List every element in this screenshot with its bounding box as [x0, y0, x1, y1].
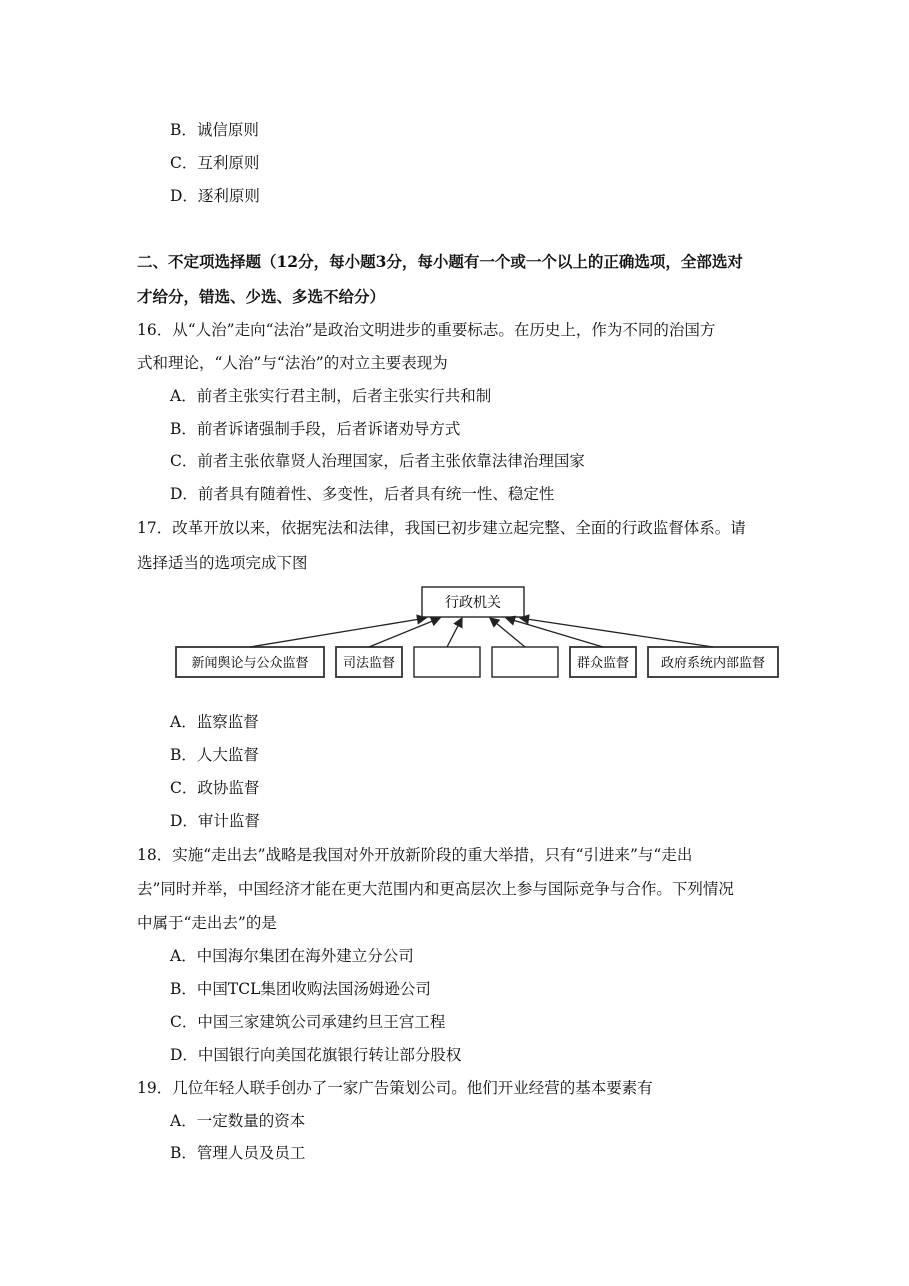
- arrow-3: [447, 618, 462, 647]
- question-16-stem: 16．从“人治”走向“法治”是政治文明进步的重要标志。在历史上，作为不同的治国方: [137, 321, 716, 339]
- question-16-stem-cont: 式和理论，“人治”与“法治”的对立主要表现为: [137, 354, 448, 372]
- question-17-stem-cont: 选择适当的选项完成下图: [137, 554, 308, 572]
- q19-option-a: A．一定数量的资本: [170, 1112, 306, 1130]
- question-18-stem-cont: 去”同时并举，中国经济才能在更大范围内和更高层次上参与国际竞争与合作。下列情况: [137, 880, 734, 898]
- option-b: B．诚信原则: [170, 121, 259, 139]
- q16-option-b: B．前者诉诸强制手段，后者诉诸劝导方式: [170, 420, 461, 438]
- box-news-label: 新闻舆论与公众监督: [191, 656, 309, 671]
- box-blank-1: [414, 647, 480, 677]
- q19-option-b: B．管理人员及员工: [170, 1144, 306, 1162]
- q17-option-d: D．审计监督: [170, 812, 260, 830]
- option-c: C．互利原则: [170, 154, 260, 172]
- q17-option-c: C．政协监督: [170, 779, 260, 797]
- box-internal-label: 政府系统内部监督: [660, 656, 766, 671]
- arrow-1: [250, 618, 426, 647]
- box-blank-2: [492, 647, 558, 677]
- q18-option-d: D．中国银行向美国花旗银行转让部分股权: [170, 1046, 462, 1064]
- arrow-2: [369, 618, 440, 647]
- q18-option-a: A．中国海尔集团在海外建立分公司: [170, 947, 414, 965]
- q17-option-b: B．人大监督: [170, 746, 259, 764]
- q18-option-c: C．中国三家建筑公司承建约旦王宫工程: [170, 1013, 446, 1031]
- arrow-6: [520, 618, 713, 647]
- q16-option-a: A．前者主张实行君主制，后者主张实行共和制: [170, 387, 492, 405]
- supervision-diagram: [170, 585, 782, 685]
- q17-option-a: A．监察监督: [170, 713, 259, 731]
- question-17-stem: 17．改革开放以来，依据宪法和法律，我国已初步建立起完整、全面的行政监督体系。请: [137, 519, 746, 537]
- section-heading-cont: 才给分，错选、少选、多选不给分）: [137, 287, 386, 306]
- question-19-stem: 19．几位年轻人联手创办了一家广告策划公司。他们开业经营的基本要素有: [137, 1079, 653, 1097]
- question-18-stem: 18．实施“走出去”战略是我国对外开放新阶段的重大举措，只有“引进来”与“走出: [137, 846, 693, 864]
- box-judicial-label: 司法监督: [342, 656, 396, 671]
- question-18-stem-cont2: 中属于“走出去”的是: [137, 914, 277, 932]
- q18-option-b: B．中国TCL集团收购法国汤姆逊公司: [170, 980, 431, 998]
- section-heading: 二、不定项选择题（12分，每小题3分，每小题有一个或一个以上的正确选项，全部选对: [137, 252, 743, 271]
- top-box-label: 行政机关: [445, 595, 501, 611]
- q16-option-c: C．前者主张依靠贤人治理国家，后者主张依靠法律治理国家: [170, 452, 585, 470]
- box-masses-label: 群众监督: [576, 656, 630, 671]
- q16-option-d: D．前者具有随着性、多变性，后者具有统一性、稳定性: [170, 485, 555, 503]
- option-d: D．逐利原则: [170, 187, 260, 205]
